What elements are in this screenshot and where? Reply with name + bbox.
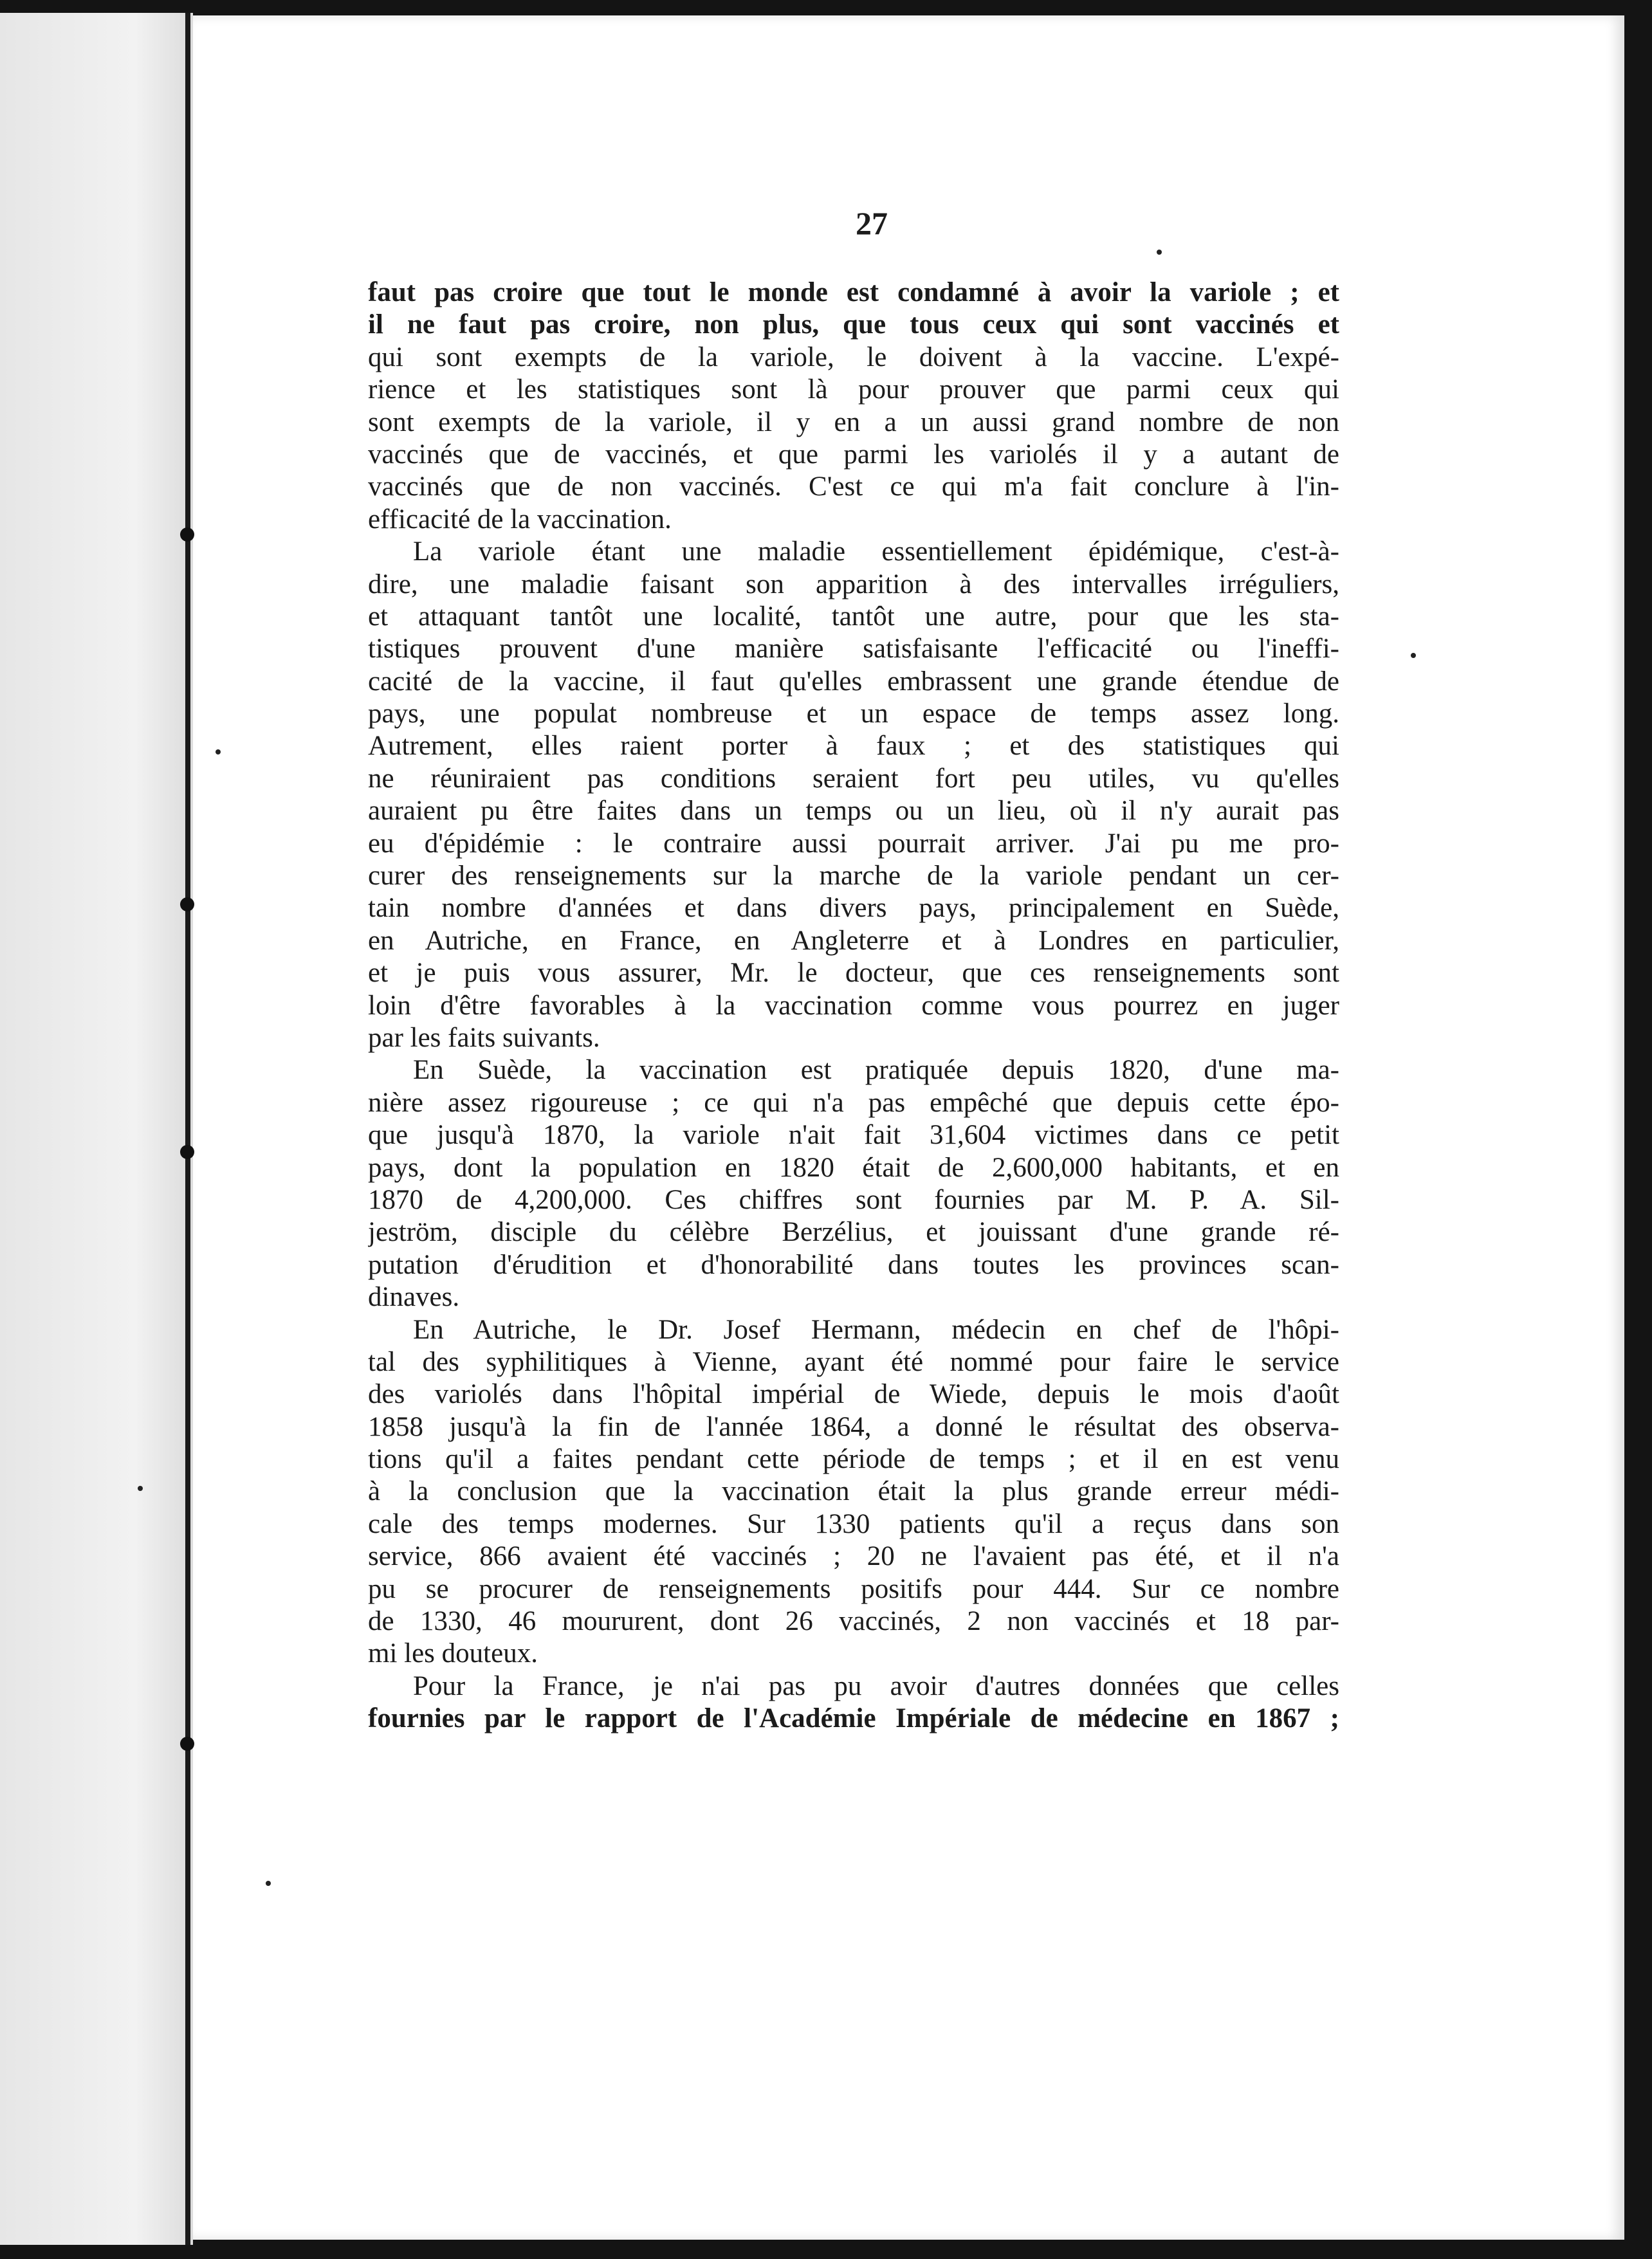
- text-line: vaccinés que de vaccinés, et que parmi les variolés il y a autant de: [368, 439, 1339, 470]
- text-line: tions qu'il a faites pendant cette période de temps ; et il en est venu: [368, 1444, 1339, 1475]
- text-line: Autrement, elles raient porter à faux ; et des statistiques qui: [368, 731, 1339, 762]
- text-line: dinaves.: [368, 1282, 460, 1313]
- text-line: service, 866 avaient été vaccinés ; 20 ne l'avaient pas été, et il n'a: [368, 1541, 1339, 1572]
- scan-speck: [216, 749, 221, 755]
- text-line: mi les douteux.: [368, 1638, 538, 1669]
- text-line: cacité de la vaccine, il faut qu'elles embrassent une grande étendue de: [368, 666, 1339, 697]
- text-line: 1858 jusqu'à la fin de l'année 1864, a donné le résultat des observa-: [368, 1411, 1339, 1442]
- text-line: cale des temps modernes. Sur 1330 patients qu'il a reçus dans son: [368, 1508, 1339, 1539]
- text-line: faut pas croire que tout le monde est condamné à avoir la variole ; et: [368, 277, 1339, 307]
- binding-hole: [180, 897, 194, 911]
- text-line: pu se procurer de renseignements positifs pour 444. Sur ce nombre: [368, 1573, 1339, 1604]
- text-line: eu d'épidémie : le contraire aussi pourrait arriver. J'ai pu me pro-: [368, 828, 1339, 859]
- text-line: fournies par le rapport de l'Académie Impériale de médecine en 1867 ;: [368, 1703, 1339, 1734]
- text-line: dire, une maladie faisant son apparition à des intervalles irréguliers,: [368, 569, 1339, 599]
- scan-speck: [1157, 250, 1162, 255]
- text-line: tistiques prouvent d'une manière satisfaisante l'efficacité ou l'ineffi-: [368, 634, 1339, 664]
- text-line: 1870 de 4,200,000. Ces chiffres sont fournies par M. P. A. Sil-: [368, 1184, 1339, 1215]
- text-line: loin d'être favorables à la vaccination comme vous pourrez en juger: [368, 990, 1339, 1021]
- text-line: En Autriche, le Dr. Josef Hermann, médecin en chef de l'hôpi-: [413, 1314, 1339, 1345]
- text-line: et attaquant tantôt une localité, tantôt une autre, pour que les sta-: [368, 601, 1339, 632]
- text-line: en Autriche, en France, en Angleterre et à Londres en particulier,: [368, 925, 1339, 956]
- text-line: de 1330, 46 moururent, dont 26 vaccinés, 2 non vaccinés et 18 par-: [368, 1606, 1339, 1637]
- body-text: [368, 277, 1339, 1735]
- text-line: il ne faut pas croire, non plus, que tous ceux qui sont vaccinés et: [368, 309, 1339, 340]
- binding-hole: [180, 1145, 194, 1159]
- binding-gutter: [185, 13, 190, 2245]
- text-line: sont exempts de la variole, il y en a un aussi grand nombre de non: [368, 407, 1339, 437]
- text-line: pays, dont la population en 1820 était de 2,600,000 habitants, et en: [368, 1152, 1339, 1183]
- text-line: curer des renseignements sur la marche de la variole pendant un cer-: [368, 861, 1339, 892]
- text-line: Pour la France, je n'ai pas pu avoir d'autres données que celles: [413, 1670, 1339, 1701]
- text-line: En Suède, la vaccination est pratiquée depuis 1820, d'une ma-: [413, 1055, 1339, 1086]
- scan-speck: [266, 1881, 271, 1886]
- text-line: tain nombre d'années et dans divers pays, principalement en Suède,: [368, 893, 1339, 924]
- text-line: jeström, disciple du célèbre Berzélius, et jouissant d'une grande ré-: [368, 1217, 1339, 1248]
- text-line: auraient pu être faites dans un temps ou un lieu, où il n'y aurait pas: [368, 796, 1339, 827]
- text-line: tal des syphilitiques à Vienne, ayant été nommé pour faire le service: [368, 1346, 1339, 1377]
- text-line: qui sont exempts de la variole, le doivent à la vaccine. L'expé-: [368, 342, 1339, 372]
- text-line: pays, une populat nombreuse et un espace de temps assez long.: [368, 699, 1339, 729]
- text-line: rience et les statistiques sont là pour prouver que parmi ceux qui: [368, 374, 1339, 405]
- text-line: et je puis vous assurer, Mr. le docteur, que ces renseignements sont: [368, 958, 1339, 989]
- text-line: des variolés dans l'hôpital impérial de Wiede, depuis le mois d'août: [368, 1379, 1339, 1410]
- text-line: putation d'érudition et d'honorabilité dans toutes les provinces scan-: [368, 1249, 1339, 1280]
- facing-page-edge: [0, 13, 193, 2245]
- text-line: nière assez rigoureuse ; ce qui n'a pas empêché que depuis cette épo-: [368, 1087, 1339, 1118]
- text-line: à la conclusion que la vaccination était la plus grande erreur médi-: [368, 1476, 1339, 1507]
- text-line: efficacité de la vaccination.: [368, 504, 672, 535]
- text-line: ne réuniraient pas conditions seraient fort peu utiles, vu qu'elles: [368, 763, 1339, 794]
- text-line: La variole étant une maladie essentiellement épidémique, c'est-à-: [413, 536, 1339, 567]
- text-line: vaccinés que de non vaccinés. C'est ce qui m'a fait conclure à l'in-: [368, 471, 1339, 502]
- binding-hole: [180, 1737, 194, 1751]
- text-line: que jusqu'à 1870, la variole n'ait fait 31,604 victimes dans ce petit: [368, 1120, 1339, 1151]
- page-number: 27: [856, 205, 888, 241]
- scan-speck: [1411, 653, 1416, 658]
- text-line: par les faits suivants.: [368, 1022, 600, 1053]
- scan-speck: [138, 1486, 143, 1491]
- binding-hole: [180, 527, 194, 542]
